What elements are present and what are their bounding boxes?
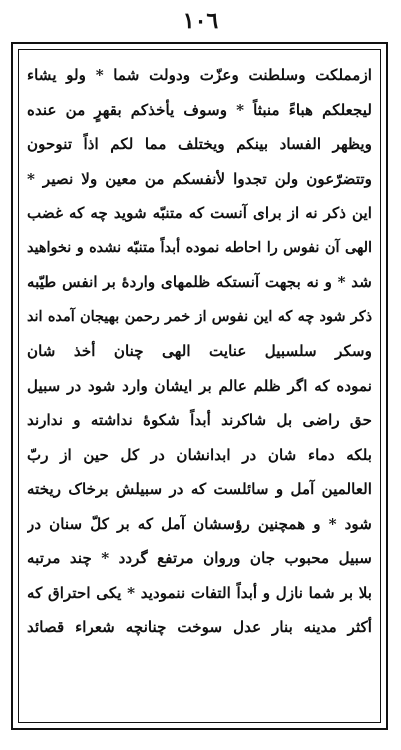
text-line-3: ویظهر الفساد بینکم ویختلف مما لکم اذاً تنوحون (27, 135, 372, 153)
text-line-7: شد * و نه بجهت آنستکه ظلمهای واردهٔ بر انفس طیّبه (27, 273, 372, 291)
text-line-11: حق راضی بل شاکرند أبداً شکوهٔ نداشته و ندارند (27, 411, 372, 429)
text-line-6: الهی آن نفوس را احاطه نموده أبداً متنبّه نشده و نخواهید (27, 238, 372, 256)
text-line-12: بلکه دماء شان در ابدانشان در کل حین از ربّ (27, 445, 372, 464)
text-line-15: سبیل محبوب جان وروان مرتفع گردد * چند مرتبه (27, 549, 372, 567)
text-line-4: وتتضرّعون ولن تجدوا لأنفسکم من معین ولا نصیر * (27, 169, 372, 188)
text-line-8: ذکر شود چه که این نفوس از خمر رحمن بهیجان آمده اند (27, 307, 372, 325)
text-line-17: أکثر مدینه بنار عدل سوخت چنانچه شعراء قصائد (27, 618, 372, 636)
text-line-5: این ذکر نه از برای آنست که متنبّه شوید چه که غضب (27, 204, 372, 222)
text-line-16: بلا بر شما نازل و أبداً التفات ننمودید * یکی احتراق که (27, 583, 372, 602)
text-line-14: شود * و همچنین رؤسشان آمل که بر کلّ سنان در (27, 514, 372, 533)
text-line-13: العالمین آمل و سائلست که در سبیلش برخاک ریخته (27, 480, 372, 498)
text-line-1: ازمملکت وسلطنت وعزّت ودولت شما * ولو یشاء (27, 66, 372, 84)
page-number: ۱۰٦ (182, 8, 219, 34)
page-border-outer (11, 42, 388, 730)
body-text (27, 58, 372, 645)
text-line-2: لیجعلکم هباءً منبثاً * وسوف یأخذکم بقهرٍ من عنده (27, 100, 372, 119)
page-border-inner (18, 49, 381, 723)
text-line-9: وسکر سلسبیل عنایت الهی چنان أخذ شان (27, 342, 372, 360)
text-line-10: نموده که اگر ظلم عالم بر ایشان وارد شود در سبیل (27, 376, 372, 395)
